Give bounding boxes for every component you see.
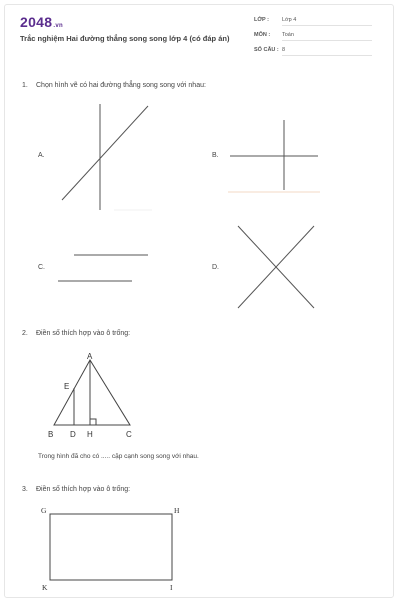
question-1: 1. Chọn hình vẽ có hai đường thẳng song song với nhau:: [22, 82, 206, 89]
vertex-a-label: A: [87, 352, 93, 361]
option-a-label: A.: [38, 152, 45, 159]
option-c-label: C.: [38, 264, 45, 271]
question-2-statement: Trong hình đã cho có ..... cặp cạnh song song với nhau.: [38, 453, 199, 460]
point-d-label: D: [70, 430, 76, 439]
triangle-figure: [44, 350, 144, 444]
option-a-figure: [58, 102, 158, 214]
document-title: Trắc nghiệm Hai đường thẳng song song lớp 4 (có đáp án): [20, 34, 230, 43]
option-c-figure: [56, 250, 152, 286]
point-h-label: H: [87, 430, 93, 439]
info-question-count: SỐ CÂU : 8: [254, 47, 372, 56]
info-grade: LỚP : Lớp 4: [254, 17, 372, 26]
vertex-k-label: K: [42, 583, 48, 592]
vertex-b-label: B: [48, 430, 54, 439]
vertex-c-label: C: [126, 430, 132, 439]
point-e-label: E: [64, 382, 70, 391]
rectangle-figure: [38, 504, 188, 592]
info-subject: MÔN : Toán: [254, 32, 372, 41]
option-d-label: D.: [212, 264, 219, 271]
vertex-g-label: G: [41, 506, 47, 515]
vertex-h-label: H: [174, 506, 180, 515]
question-3: 3. Điền số thích hợp vào ô trống:: [22, 486, 131, 493]
option-b-figure: [226, 118, 322, 198]
option-d-figure: [234, 224, 318, 310]
option-b-label: B.: [212, 152, 219, 159]
site-logo[interactable]: 2048.vn: [20, 14, 63, 30]
vertex-i-label: I: [170, 583, 173, 592]
question-2: 2. Điền số thích hợp vào ô trống:: [22, 330, 131, 337]
